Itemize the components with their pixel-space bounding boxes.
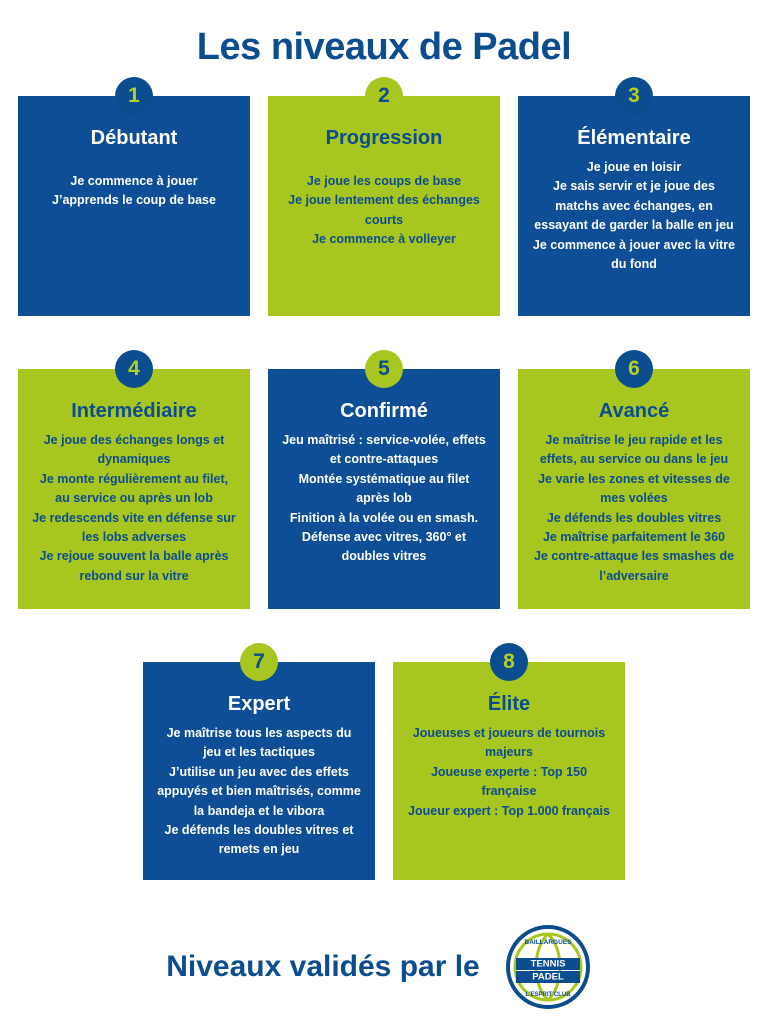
list-item: Je commence à jouer avec la vitre du fond [532, 237, 736, 271]
level-items-5 [282, 431, 486, 567]
logo-top: BAILLARGUES [524, 939, 572, 946]
list-item: Je maîtrise tous les aspects du jeu et les tactiques [166, 726, 352, 760]
level-items-1 [32, 172, 236, 211]
level-badge-5: 5 [365, 350, 403, 388]
level-card-body-1 [18, 96, 250, 316]
level-items-8 [407, 724, 611, 821]
level-card-2[interactable] [268, 77, 500, 316]
level-items-3 [532, 158, 736, 274]
level-title-3: Élémentaire [577, 127, 691, 149]
level-card-3[interactable] [518, 77, 750, 316]
level-card-6[interactable] [518, 350, 750, 609]
club-logo [494, 924, 602, 1010]
list-item: Finition à la volée ou en smash. [289, 510, 479, 525]
level-items-4 [32, 431, 236, 586]
list-item: Je sais servir et je joue des matchs avec échanges, en essayant de garder la balle en jeu [534, 179, 734, 233]
level-badge-3: 3 [615, 77, 653, 115]
level-title-4: Intermédiaire [71, 400, 197, 422]
levels-row-3 [14, 643, 754, 880]
page-title: Les niveaux de Padel [196, 26, 572, 68]
level-card-4[interactable] [18, 350, 250, 609]
level-title-2: Progression [325, 127, 443, 149]
list-item: Je maîtrise parfaitement le 360 [542, 529, 726, 544]
level-card-body-3 [518, 96, 750, 316]
levels-row-2 [14, 350, 754, 609]
level-card-8[interactable] [393, 643, 625, 880]
list-item: J’apprends le coup de base [52, 193, 216, 208]
list-item: Je rejoue souvent la balle après rebond sur la vitre [39, 549, 229, 583]
logo-line1: TENNIS [530, 958, 566, 970]
list-item: Je défends les doubles vitres [546, 510, 722, 525]
list-item: Joueuses et joueurs de tournois majeurs [412, 726, 606, 760]
list-item: Je varie les zones et vitesses de mes volées [538, 471, 730, 506]
list-item: Je maîtrise le jeu rapide et les effets, au service ou dans le jeu [539, 433, 729, 467]
level-title-7: Expert [227, 693, 291, 715]
level-badge-7: 7 [240, 643, 278, 681]
level-title-6: Avancé [598, 400, 670, 422]
list-item: Je redescends vite en défense sur les lobs adverses [32, 510, 236, 544]
level-card-body-5 [268, 369, 500, 609]
logo-line2: PADEL [532, 971, 564, 983]
level-items-6 [532, 431, 736, 586]
levels-grid [0, 77, 768, 880]
list-item: Joueur expert : Top 1.000 français [408, 803, 610, 818]
list-item: Je commence à volleyer [312, 232, 456, 247]
level-card-body-2 [268, 96, 500, 316]
level-card-7[interactable] [143, 643, 375, 880]
list-item: Je contre-attaque les smashes de l’adversaire [533, 549, 735, 583]
list-item: Défense avec vitres, 360° et doubles vitres [301, 529, 467, 564]
list-item: Jeu maîtrisé : service-volée, effets et contre-attaques [282, 433, 486, 467]
level-badge-1: 1 [115, 77, 153, 115]
level-card-body-4 [18, 369, 250, 609]
level-badge-6: 6 [615, 350, 653, 388]
level-card-1[interactable] [18, 77, 250, 316]
level-card-5[interactable] [268, 350, 500, 609]
level-title-1: Débutant [90, 127, 178, 149]
list-item: Montée systématique au filet après lob [298, 471, 470, 506]
list-item: Joueuse experte : Top 150 française [430, 764, 588, 799]
list-item: Je commence à jouer [70, 174, 198, 188]
level-card-body-6 [518, 369, 750, 609]
footer-text: Niveaux validés par le [166, 950, 480, 983]
footer [0, 924, 768, 1010]
level-items-7 [157, 724, 361, 860]
list-item: Je joue lentement des échanges courts [288, 193, 480, 227]
level-badge-4: 4 [115, 350, 153, 388]
list-item: Je défends les doubles vitres et remets en jeu [164, 822, 354, 857]
level-card-body-8 [393, 662, 625, 880]
list-item: Je joue des échanges longs et dynamiques [43, 433, 225, 467]
levels-row-1 [14, 77, 754, 316]
level-title-8: Élite [487, 693, 531, 715]
level-badge-2: 2 [365, 77, 403, 115]
logo-bottom: L’ESPRIT CLUB [525, 992, 571, 998]
list-item: Je joue en loisir [586, 160, 682, 174]
list-item: J’utilise un jeu avec des effets appuyés et bien maîtrisés, comme la bandeja et le vibora [157, 764, 361, 818]
level-title-5: Confirmé [340, 400, 428, 422]
level-items-2 [282, 172, 486, 250]
level-card-body-7 [143, 662, 375, 880]
list-item: Je monte régulièrement au filet, au service ou après un lob [39, 471, 229, 506]
list-item: Je joue les coups de base [306, 174, 462, 188]
level-badge-8: 8 [490, 643, 528, 681]
